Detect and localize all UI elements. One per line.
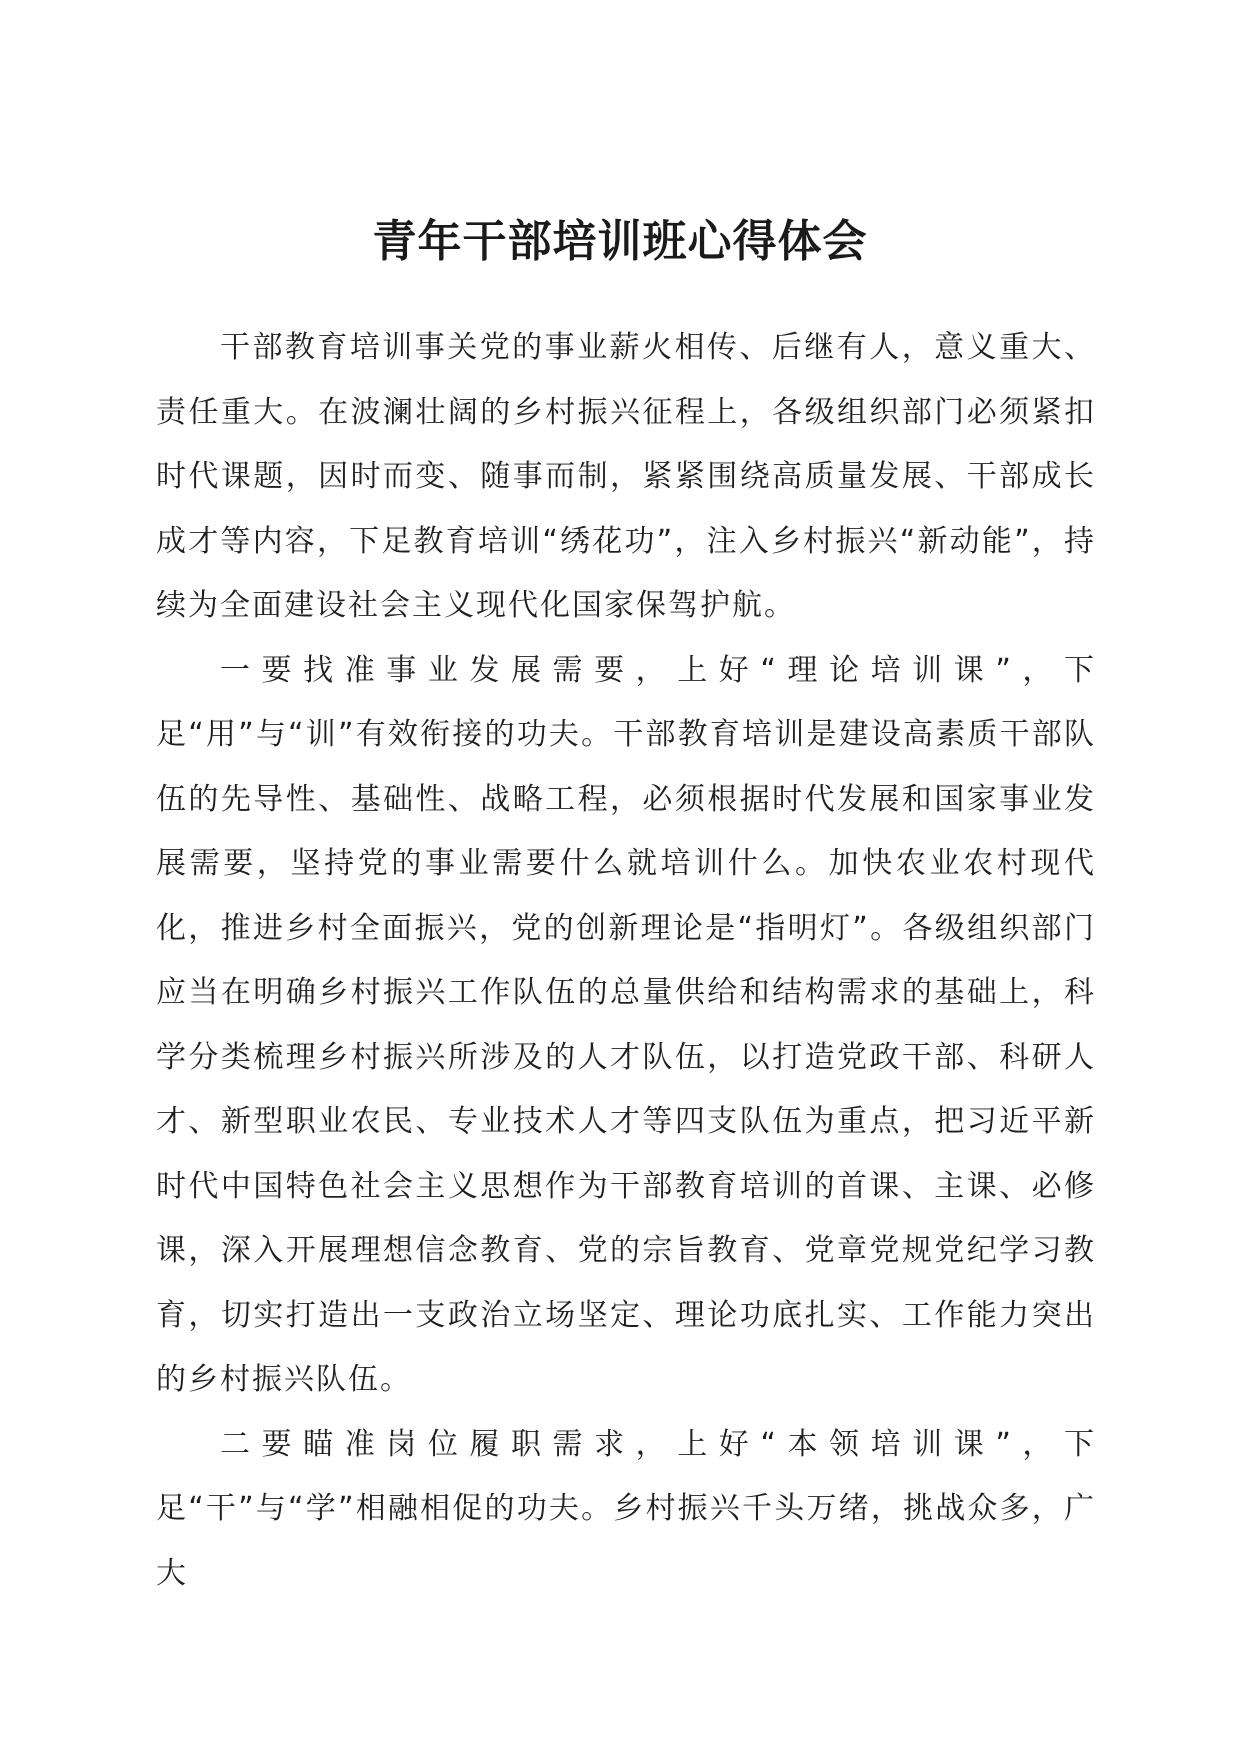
paragraph-intro: 干部教育培训事关党的事业薪火相传、后继有人，意义重大、责任重大。在波澜壮阔的乡村振兴征程上，各级组织部门必须紧扣时代课题，因时而变、随事而制，紧紧围绕高质量发展、干部成长成才等内容，下足教育培训“绣花功”，注入乡村振兴“新动能”，持续为全面建设社会主义现代化国家保驾护航。 <box>156 330 1096 623</box>
paragraph-point-one: 一要找准事业发展需要，上好“理论培训课”，下足“用”与“训”有效衔接的功夫。干部教育培训是建设高素质干部队伍的先导性、基础性、战略工程，必须根据时代发展和国家事业发展需要，坚持党的事业需要什么就培训什么。加快农业农村现代化，推进乡村全面振兴，党的创新理论是“指明灯”。各级组织部门应当在明确乡村振兴工作队伍的总量供给和结构需求的基础上，科学分类梳理乡村振兴所涉及的人才队伍，以打造党政干部、科研人才、新型职业农民、专业技术人才等四支队伍为重点，把习近平新时代中国特色社会主义思想作为干部教育培训的首课、主课、必修课，深入开展理想信念教育、党的宗旨教育、党章党规党纪学习教育，切实打造出一支政治立场坚定、理论功底扎实、工作能力突出的乡村振兴队伍。 <box>156 652 1096 1397</box>
document-title: 青年干部培训班心得体会 <box>372 216 868 267</box>
document-body <box>156 316 1096 1606</box>
paragraph-point-two: 二要瞄准岗位履职需求，上好“本领培训课”，下足“干”与“学”相融相促的功夫。乡村振兴千头万绪，挑战众多，广大 <box>156 1426 1096 1591</box>
